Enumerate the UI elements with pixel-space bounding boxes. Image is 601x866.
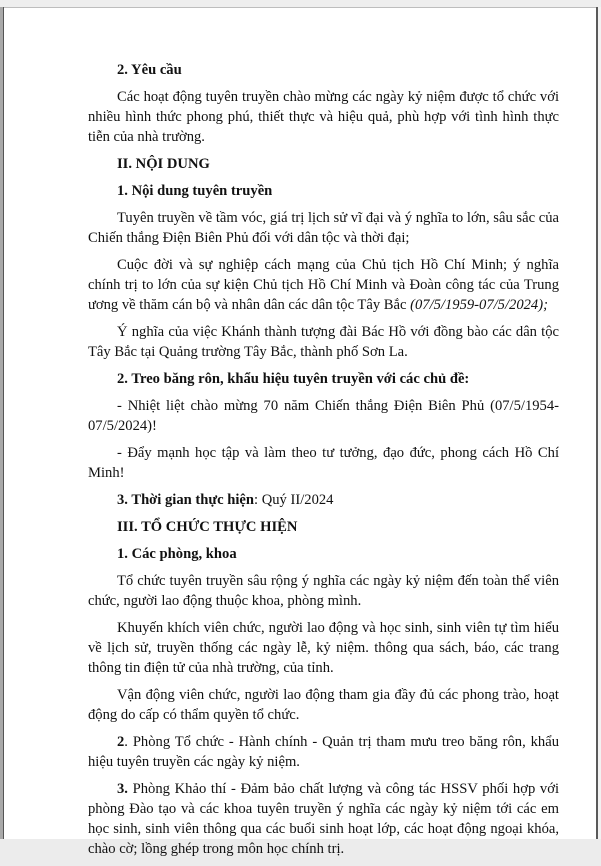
paragraph-text: Phòng Khảo thí - Đảm bảo chất lượng và công tác HSSV phối hợp với phòng Đào tạo và các khoa tuyên truyền ý nghĩa các ngày kỷ niệm tới các em học sinh, sinh viên thông qua các buổi sinh hoạt lớp, các hoạt động ngoại khóa, chào cờ; lồng ghép trong môn học chính trị. bbox=[88, 781, 559, 857]
slogan-item: - Nhiệt liệt chào mừng 70 năm Chiến thắng Điện Biên Phủ (07/5/1954-07/5/2024)! bbox=[88, 398, 559, 434]
paragraph: Ý nghĩa của việc Khánh thành tượng đài Bác Hồ với đồng bào các dân tộc Tây Bắc tại Quảng trường Tây Bắc, thành phố Sơn La. bbox=[88, 324, 559, 360]
viewer-scrollbar[interactable] bbox=[596, 7, 601, 839]
paragraph-text: . Phòng Tổ chức - Hành chính - Quản trị tham mưu treo băng rôn, khẩu hiệu tuyên truyền các ngày kỷ niệm. bbox=[88, 734, 559, 770]
subheading-banners: 2. Treo băng rôn, khẩu hiệu tuyên truyền với các chủ đề: bbox=[117, 371, 470, 387]
section-heading-content: II. NỘI DUNG bbox=[117, 156, 210, 172]
paragraph-numbered bbox=[88, 732, 559, 772]
viewer-top-bar bbox=[0, 0, 601, 8]
paragraph: Tuyên truyền về tầm vóc, giá trị lịch sử vĩ đại và ý nghĩa to lớn, sâu sắc của Chiến thắng Điện Biên Phủ đối với dân tộc và thời đại; bbox=[88, 210, 559, 246]
paragraph bbox=[88, 255, 559, 315]
paragraph-numbered bbox=[88, 779, 559, 859]
section-heading-requirements: 2. Yêu cầu bbox=[117, 62, 182, 78]
paragraph: Tổ chức tuyên truyền sâu rộng ý nghĩa các ngày kỷ niệm đến toàn thể viên chức, người lao động thuộc khoa, phòng mình. bbox=[88, 573, 559, 609]
document-page bbox=[4, 8, 596, 857]
subheading-propaganda-content: 1. Nội dung tuyên truyền bbox=[117, 183, 273, 199]
timeline-line bbox=[88, 490, 559, 510]
timeline-label: 3. Thời gian thực hiện bbox=[117, 492, 255, 508]
item-number: 2 bbox=[117, 734, 125, 750]
timeline-value: : Quý II/2024 bbox=[254, 492, 334, 508]
item-number: 3. bbox=[117, 781, 128, 797]
paragraph-date-range: (07/5/1959-07/5/2024); bbox=[410, 297, 548, 313]
page-content bbox=[88, 60, 559, 866]
paragraph: Các hoạt động tuyên truyền chào mừng các ngày kỷ niệm được tổ chức với nhiều hình thức phong phú, thiết thực và hiệu quả, phù hợp với tình hình thực tiễn của nhà trường. bbox=[88, 89, 559, 145]
paragraph: Khuyến khích viên chức, người lao động và học sinh, sinh viên tự tìm hiểu về lịch sử, truyền thống các ngày lễ, kỷ niệm. thông qua sách, báo, các trang thông tin điện tử của nhà trường, của tỉnh. bbox=[88, 620, 559, 676]
slogan-item: - Đẩy mạnh học tập và làm theo tư tưởng, đạo đức, phong cách Hồ Chí Minh! bbox=[88, 445, 559, 481]
paragraph: Vận động viên chức, người lao động tham gia đầy đủ các phong trào, hoạt động do cấp có thẩm quyền tổ chức. bbox=[88, 687, 559, 723]
paragraph-text: Cuộc đời và sự nghiệp cách mạng của Chủ tịch Hồ Chí Minh; ý nghĩa chính trị to lớn của sự kiện Chủ tịch Hồ Chí Minh và Đoàn công tác của Trung ương về thăm cán bộ và nhân dân các dân tộc Tây Bắc bbox=[88, 257, 559, 313]
section-heading-implementation: III. TỔ CHỨC THỰC HIỆN bbox=[117, 519, 298, 535]
subheading-departments: 1. Các phòng, khoa bbox=[117, 546, 237, 562]
